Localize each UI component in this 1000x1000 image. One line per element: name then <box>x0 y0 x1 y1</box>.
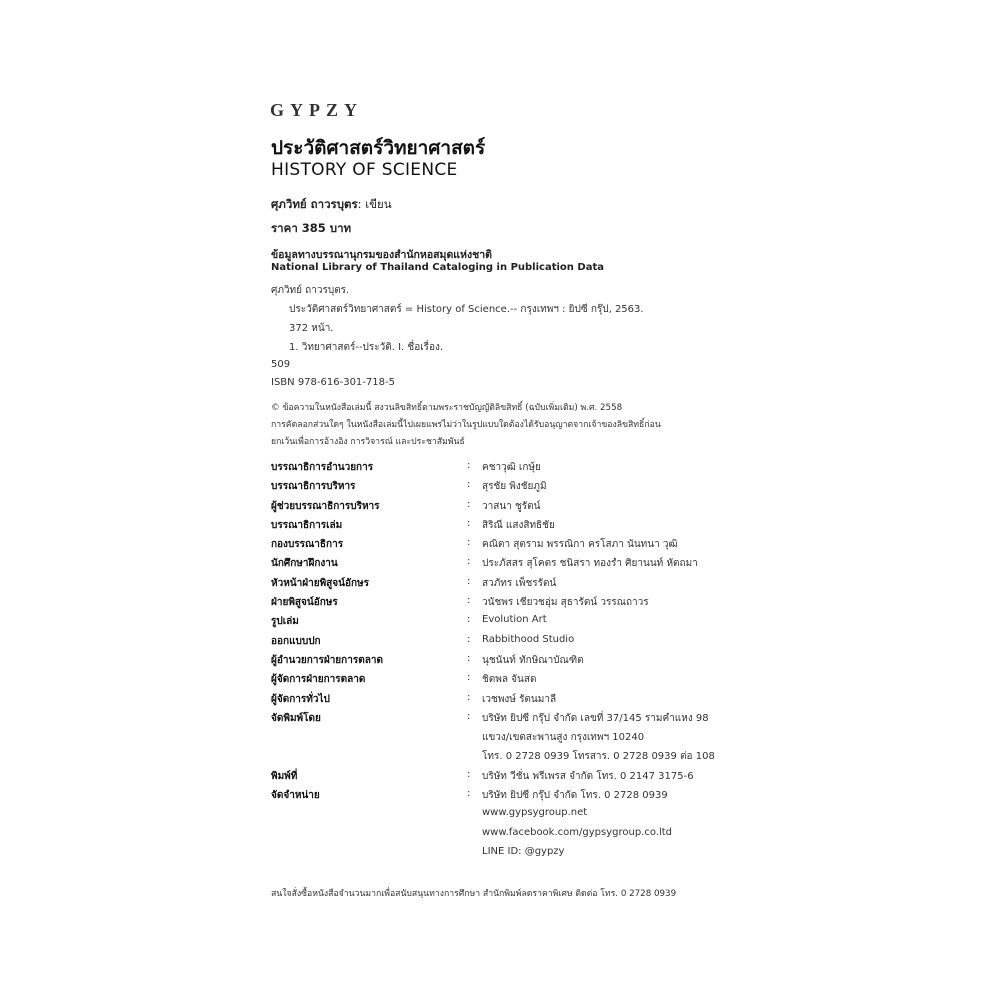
credit-value: บริษัท วีชั่น พรีเพรส จำกัด โทร. 0 2147 3175-6 <box>482 770 694 782</box>
credit-colon: : <box>467 498 471 510</box>
credit-role: ฝ่ายพิสูจน์อักษร <box>271 597 338 609</box>
credit-colon: : <box>467 556 471 568</box>
credit-colon: : <box>467 768 471 780</box>
cip-heading-thai: ข้อมูลทางบรรณานุกรมของสำนักหอสมุดแห่งชาติ <box>271 249 492 261</box>
credit-row <box>271 788 731 807</box>
credit-colon: : <box>467 479 471 491</box>
credit-colon: : <box>467 575 471 587</box>
credit-value: นุชนันท์ ทักษิณาบัณฑิต <box>482 654 584 666</box>
cip-line: ประวัติศาสตร์วิทยาศาสตร์ = History of Science.-- กรุงเทพฯ : ยิปซี กรุ๊ป, 2563. <box>289 304 644 315</box>
credit-row <box>271 672 731 691</box>
cip-line: 1. วิทยาศาสตร์--ประวัติ. I. ชื่อเรื่อง. <box>289 342 444 353</box>
credit-row <box>271 749 731 768</box>
credit-row <box>271 614 731 633</box>
copyright-line: ยกเว้นเพื่อการอ้างอิง การวิจารณ์ และประชาสัมพันธ์ <box>271 437 465 447</box>
credit-colon: : <box>467 710 471 722</box>
credit-colon: : <box>467 537 471 549</box>
credit-value: สุรชัย พิงชัยภูมิ <box>482 481 547 493</box>
credit-colon: : <box>467 633 471 645</box>
credit-role: รูปเล่ม <box>271 616 299 628</box>
cip-line: 372 หน้า. <box>289 323 334 334</box>
credit-role: บรรณาธิการบริหาร <box>271 481 356 493</box>
credit-row <box>271 846 731 865</box>
price: ราคา 385 บาท <box>271 221 352 235</box>
credit-value: สิริณี แสงสิทธิชัย <box>482 519 555 531</box>
credit-colon: : <box>467 691 471 703</box>
author-name: ศุภวิทย์ ถาวรบุตร <box>271 197 358 211</box>
credit-value: คชาวุฒิ เกษุ้ย <box>482 462 541 473</box>
cip-heading-english: National Library of Thailand Cataloging in Publication Data <box>271 262 604 273</box>
credit-row <box>271 827 731 846</box>
credit-row <box>271 711 731 730</box>
credit-row <box>271 595 731 614</box>
credit-row <box>271 479 731 498</box>
credit-row <box>271 807 731 826</box>
credit-row <box>271 499 731 518</box>
credit-role: บรรณาธิการเล่ม <box>271 519 343 531</box>
credit-colon: : <box>467 517 471 529</box>
credit-row <box>271 769 731 788</box>
credit-value: บริษัท ยิปซี กรุ๊ป จำกัด โทร. 0 2728 0939 <box>482 790 668 802</box>
publisher-logo: GYPZY <box>270 100 363 120</box>
credit-role: บรรณาธิการอำนวยการ <box>271 462 374 473</box>
credit-role: นักศึกษาฝึกงาน <box>271 558 338 570</box>
credit-value: Evolution Art <box>482 614 547 626</box>
credit-value: www.gypsygroup.net <box>482 807 588 819</box>
credit-value: บริษัท ยิปซี กรุ๊ป จำกัด เลขที่ 37/145 รามคำแหง 98 <box>482 712 709 724</box>
cip-line: ศุภวิทย์ ถาวรบุตร. <box>271 285 350 296</box>
credit-role: ผู้อำนวยการฝ่ายการตลาด <box>271 654 383 666</box>
credit-row <box>271 556 731 575</box>
credit-role: หัวหน้าฝ่ายพิสูจน์อักษร <box>271 577 369 589</box>
credit-role: กองบรรณาธิการ <box>271 539 344 551</box>
credit-value: วาสนา ชูรัตน์ <box>482 500 541 512</box>
credit-row <box>271 730 731 749</box>
credit-row <box>271 634 731 653</box>
credit-colon: : <box>467 672 471 684</box>
isbn: ISBN 978-616-301-718-5 <box>271 377 395 388</box>
copyright-line: © ข้อความในหนังสือเล่มนี้ สงวนลิขสิทธิ์ตามพระราชบัญญัติลิขสิทธิ์ (ฉบับเพิ่มเติม) พ.ศ. 2558 <box>271 403 623 413</box>
credit-role: ผู้จัดการทั่วไป <box>271 693 330 705</box>
credit-value: Rabbithood Studio <box>482 633 575 645</box>
book-title-english: HISTORY OF SCIENCE <box>271 160 458 180</box>
credit-value: ประภัสสร สุโคตร ชนิสรา ทองรำ ศิยานนท์ หัตถมา <box>482 558 698 570</box>
credit-value: แขวง/เขตสะพานสูง กรุงเทพฯ 10240 <box>482 732 645 744</box>
credit-row <box>271 537 731 556</box>
credit-value: โทร. 0 2728 0939 โทรสาร. 0 2728 0939 ต่อ 108 <box>482 751 715 763</box>
credit-value: วนัชพร เชียวชอุ่ม สุธารัตน์ วรรณถาวร <box>482 597 649 609</box>
book-title-thai: ประวัติศาสตร์วิทยาศาสตร์ <box>271 137 486 159</box>
author-line <box>271 196 392 214</box>
credit-value: ชิตพล จันสด <box>482 674 537 686</box>
copyright-line: การคัดลอกส่วนใดๆ ในหนังสือเล่มนี้ไปเผยแพร่ไม่ว่าในรูปแบบใดต้องได้รับอนุญาตจากเจ้าของลิขสิทธิ์ก่อน <box>271 420 661 430</box>
credit-row <box>271 653 731 672</box>
credit-value: สวภัทร เพ็ชรรัตน์ <box>482 577 557 589</box>
credit-value: LINE ID: @gypzy <box>482 845 565 857</box>
author-role: : เขียน <box>357 197 392 211</box>
credit-role: จัดจำหน่าย <box>271 790 320 802</box>
credit-role: ออกแบบปก <box>271 635 321 647</box>
credit-row <box>271 692 731 711</box>
credit-role: จัดพิมพ์โดย <box>271 712 321 724</box>
credit-role: ผู้จัดการฝ่ายการตลาด <box>271 674 366 686</box>
credit-row <box>271 460 731 479</box>
credit-row <box>271 576 731 595</box>
credit-value: คณิตา สุตราม พรรณิกา ครโสภา นันทนา วุฒิ <box>482 539 678 551</box>
credit-row <box>271 518 731 537</box>
bulk-order-note: สนใจสั่งซื้อหนังสือจำนวนมากเพื่อสนับสนุนทางการศึกษา สำนักพิมพ์ลดราคาพิเศษ ติดต่อ โทร. 0 2728 0939 <box>271 889 677 899</box>
credit-colon: : <box>467 652 471 664</box>
credit-value: เวชพงษ์ รัตนมาลี <box>482 693 557 705</box>
credit-colon: : <box>467 460 471 471</box>
credit-colon: : <box>467 595 471 607</box>
cip-line: 509 <box>271 359 291 370</box>
credit-colon: : <box>467 614 471 626</box>
credit-role: พิมพ์ที่ <box>271 770 298 782</box>
staff-credits <box>271 460 731 865</box>
credit-colon: : <box>467 788 471 800</box>
credit-value: www.facebook.com/gypsygroup.co.ltd <box>482 826 673 838</box>
credit-role: ผู้ช่วยบรรณาธิการบริหาร <box>271 500 380 512</box>
